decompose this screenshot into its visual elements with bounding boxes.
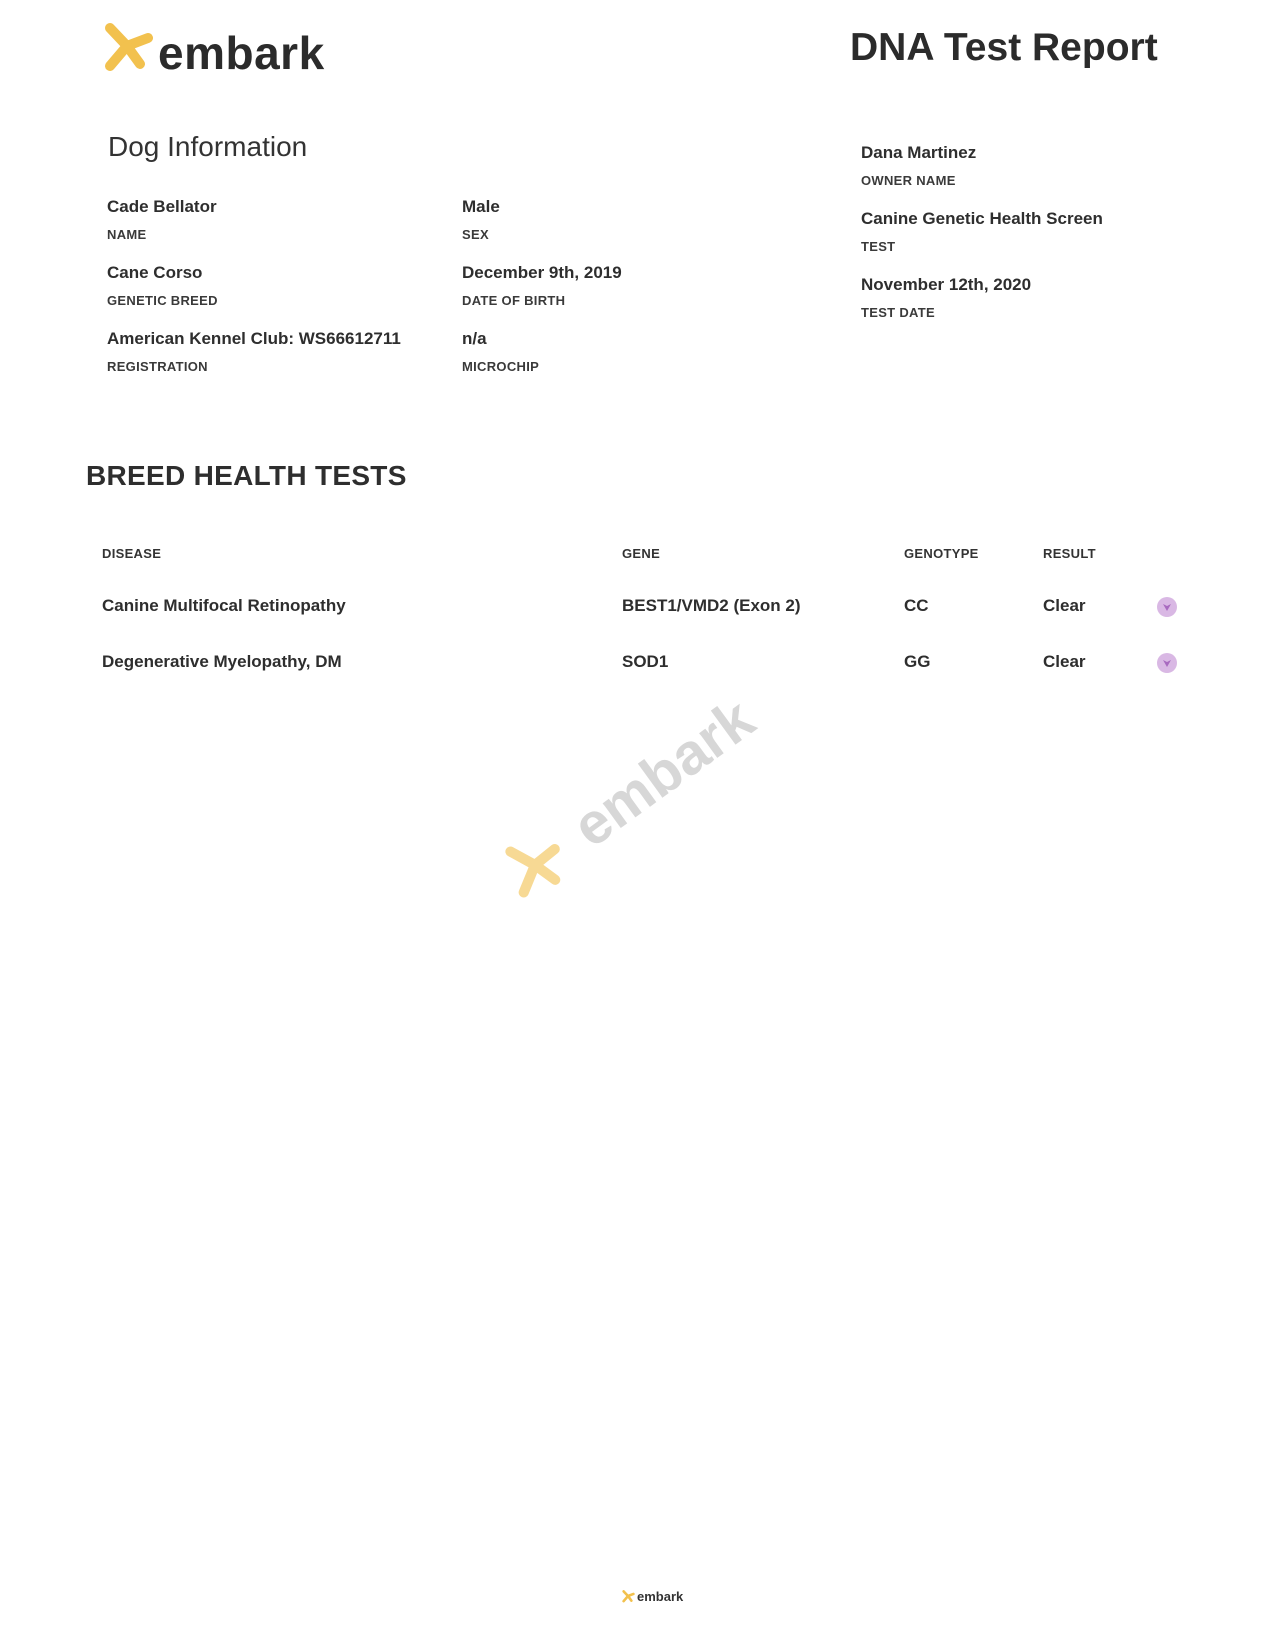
genotype-cell: CC xyxy=(904,596,929,615)
column-header-genotype: GENOTYPE xyxy=(904,546,979,561)
field-date-of-birth xyxy=(462,263,622,308)
gene-cell: SOD1 xyxy=(622,652,669,671)
embark-logo xyxy=(96,16,325,79)
embark-mark-icon xyxy=(491,821,579,909)
field-label: TEST DATE xyxy=(861,305,935,320)
disease-cell: Canine Multifocal Retinopathy xyxy=(102,596,346,615)
embark-mark-icon xyxy=(620,1588,636,1604)
field-sex xyxy=(462,197,500,242)
genotype-cell: GG xyxy=(904,652,931,671)
watermark-text: embark xyxy=(560,685,767,860)
column-header-disease: DISEASE xyxy=(102,546,162,561)
disease-cell: Degenerative Myelopathy, DM xyxy=(102,652,342,671)
field-registration xyxy=(107,329,401,374)
field-value: Dana Martinez xyxy=(861,143,977,162)
field-microchip xyxy=(462,329,539,374)
field-value: Canine Genetic Health Screen xyxy=(861,209,1103,228)
field-label: MICROCHIP xyxy=(462,359,540,374)
brand-wordmark: embark xyxy=(158,27,325,79)
field-owner-name xyxy=(861,143,976,188)
embark-mark-icon xyxy=(96,18,158,74)
clear-badge-icon xyxy=(1157,597,1177,617)
field-label: DATE OF BIRTH xyxy=(462,293,566,308)
field-test-date xyxy=(861,275,1031,320)
field-value: Cade Bellator xyxy=(107,197,217,216)
dog-info-title: Dog Information xyxy=(108,131,308,162)
footer-wordmark: embark xyxy=(637,1588,684,1604)
field-label: NAME xyxy=(107,227,147,242)
field-label: REGISTRATION xyxy=(107,359,208,374)
footer-logo xyxy=(620,1588,683,1604)
field-label: TEST xyxy=(861,239,896,254)
report-title: DNA Test Report xyxy=(850,26,1158,69)
field-genetic-breed xyxy=(107,263,218,308)
result-cell: Clear xyxy=(1043,596,1086,615)
field-value: n/a xyxy=(462,329,487,348)
embark-watermark xyxy=(500,685,780,920)
field-value: Cane Corso xyxy=(107,263,203,282)
health-tests-title: BREED HEALTH TESTS xyxy=(86,460,407,491)
column-header-result: RESULT xyxy=(1043,546,1096,561)
result-cell: Clear xyxy=(1043,652,1086,671)
field-value: American Kennel Club: WS66612711 xyxy=(107,329,401,348)
field-name xyxy=(107,197,217,242)
field-test xyxy=(861,209,1103,254)
field-label: OWNER NAME xyxy=(861,173,956,188)
gene-cell: BEST1/VMD2 (Exon 2) xyxy=(622,596,801,615)
column-header-gene: GENE xyxy=(622,546,661,561)
field-label: GENETIC BREED xyxy=(107,293,218,308)
field-label: SEX xyxy=(462,227,489,242)
field-value: Male xyxy=(462,197,500,216)
field-value: November 12th, 2020 xyxy=(861,275,1032,294)
field-value: December 9th, 2019 xyxy=(462,263,622,282)
clear-badge-icon xyxy=(1157,653,1177,673)
